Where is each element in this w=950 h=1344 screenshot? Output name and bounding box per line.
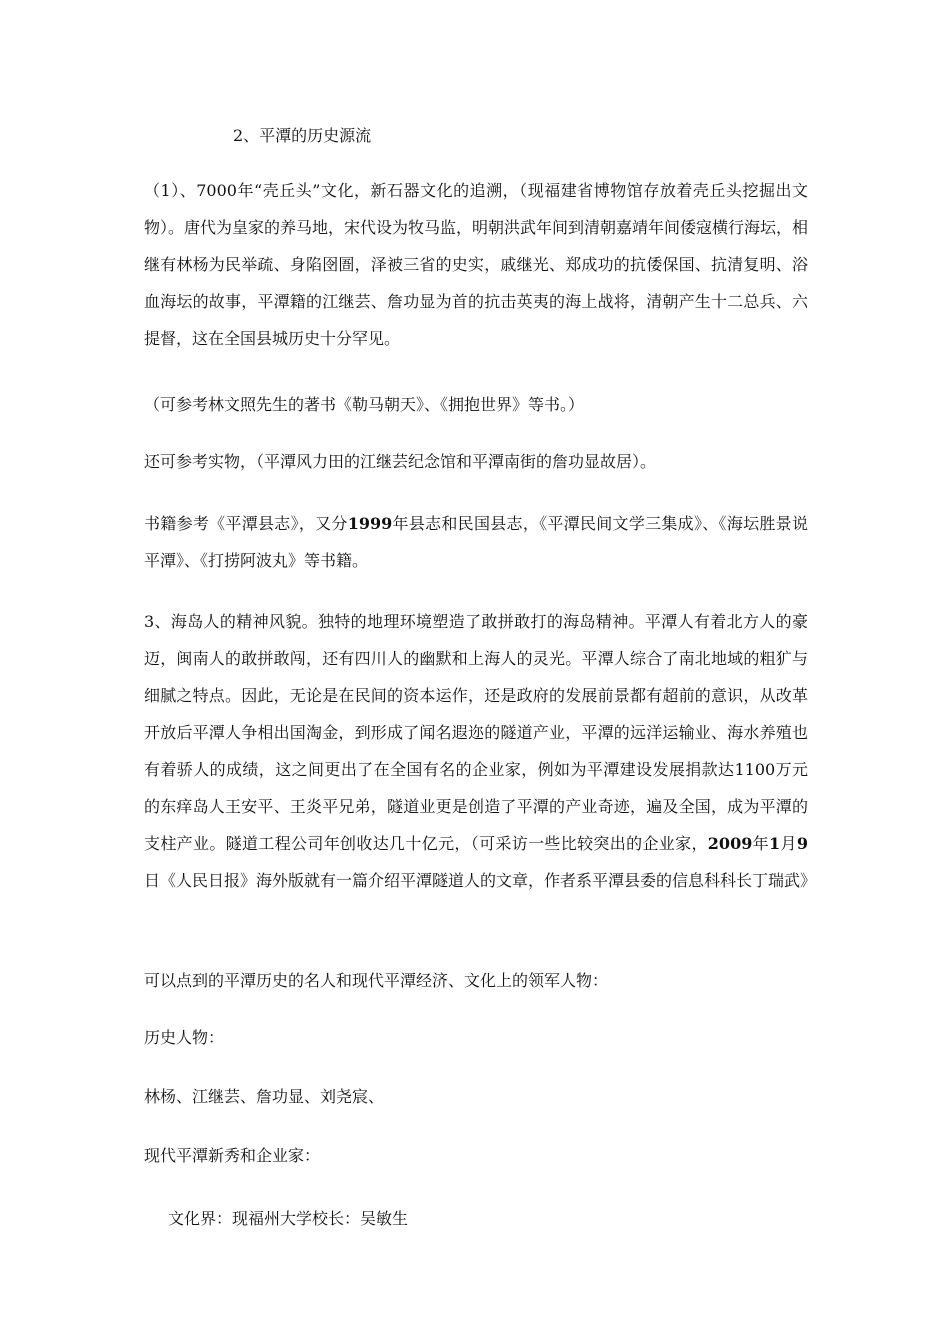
spirit-year: 2009 (707, 834, 753, 853)
spirit-text-c: 月 (780, 834, 797, 853)
history-paragraph: （1）、7000年“壳丘头”文化，新石器文化的追溯，（现福建省博物馆存放着壳丘头挖掘出文物）。唐代为皇家的养马地，宋代设为牧马监，明朝洪武年间到清朝嘉靖年间倭寇横行海坛，相继有林杨为民举疏、身陷囹圄，泽被三省的史实，戚继光、郑成功的抗倭保国、抗清复明、浴血海坛的故事，平潭籍的江继芸、詹功显为首的抗击英夷的海上战将，清朝产生十二总兵、六提督，这在全国县城历史十分罕见。 (144, 181, 809, 348)
modern-figures-label: 现代平潭新秀和企业家： (144, 1146, 321, 1165)
objects-reference-note: 还可参考实物，（平潭风力田的江继芸纪念馆和平潭南街的詹功显故居）。 (144, 452, 657, 471)
spirit-text-a: 3、海岛人的精神风貌。独特的地理环境塑造了敢拼敢打的海岛精神。平潭人有着北方人的豪迈，闽南人的敢拼敢闯，还有四川人的幽默和上海人的灵光。平潭人综合了南北地域的粗犷与细腻之特点。因此，无论是在民间的资本运作，还是政府的发展前景都有超前的意识，从改革开放后平潭人争相出国淘金，到形成了闻名遐迩的隧道产业，平潭的远洋运输业、海水养殖也有着骄人的成绩，这之间更出了在全国有名的企业家，例如为平潭建设发展捐款达1100万元的东痒岛人王安平、王炎平兄弟，隧道业更是创造了平潭的产业奇迹，遍及全国，成为平潭的支柱产业。隧道工程公司年创收达几十亿元，（可采访一些比较突出的企业家， (144, 612, 808, 853)
section-title: 2、平潭的历史源流 (233, 126, 372, 145)
spirit-day: 9 (796, 834, 808, 853)
figures-intro: 可以点到的平潭历史的名人和现代平潭经济、文化上的领军人物： (144, 971, 609, 990)
books-reference-note: （可参考林文照先生的著书《勒马朝天》、《拥抱世界》等书。） (144, 395, 585, 414)
books-ref-text-b: 年县志和民国县志，《平潭民间文学三集成》、《海坛胜景说平潭》、《打捞阿波丸》等书籍。 (144, 514, 808, 570)
spirit-month: 1 (769, 834, 781, 853)
historical-figures-names: 林杨、江继芸、詹功显、刘尧宸、 (144, 1087, 385, 1106)
books-ref-text-a: 书籍参考《平潭县志》，又分 (144, 514, 348, 533)
spirit-text-d: 日《人民日报》海外版就有一篇介绍平潭隧道人的文章，作者系平潭县委的信息科科长丁瑞武》 (144, 871, 817, 890)
books-reference-paragraph (144, 505, 808, 579)
culture-sector-line: 文化界：现福州大学校长：吴敏生 (168, 1209, 409, 1228)
historical-figures-label: 历史人物： (144, 1028, 225, 1047)
island-spirit-paragraph (144, 603, 817, 899)
books-ref-year: 1999 (347, 514, 393, 533)
spirit-text-b: 年 (752, 834, 770, 853)
